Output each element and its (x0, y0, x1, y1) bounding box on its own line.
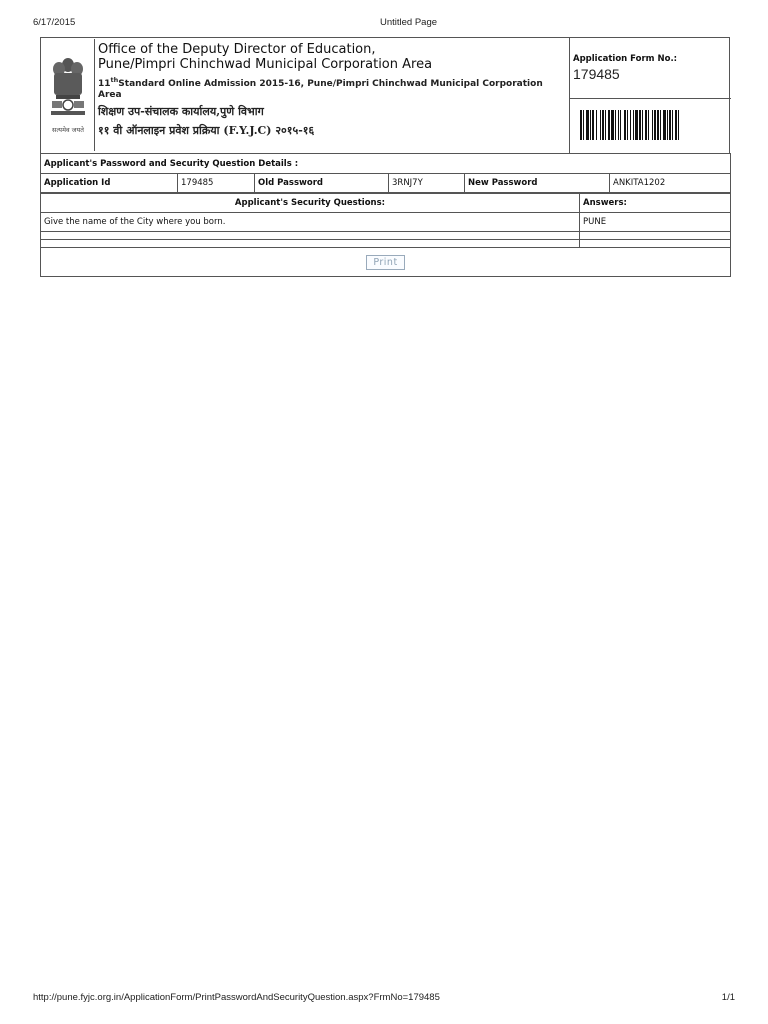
application-id-value: 179485 (178, 174, 255, 193)
empty-cell (41, 232, 580, 240)
section-title: Applicant's Password and Security Question Details : (41, 154, 731, 174)
barcode-bar (678, 110, 679, 140)
form-number-cell (570, 38, 731, 99)
page-count: 1/1 (721, 992, 735, 1003)
application-document (40, 37, 730, 277)
barcode-bar (605, 110, 606, 140)
barcode-bar (583, 110, 584, 140)
security-questions-table (40, 193, 731, 277)
barcode-bar (630, 110, 631, 140)
form-number-label: Application Form No.: (573, 54, 678, 64)
barcode-bar (590, 110, 591, 140)
application-id-label: Application Id (41, 174, 178, 193)
barcode-bar (654, 110, 656, 140)
barcode-bar (627, 110, 628, 140)
empty-cell (41, 240, 580, 248)
barcode-bar (642, 110, 643, 140)
barcode-bar (633, 110, 634, 140)
empty-cell (580, 240, 731, 248)
print-cell (41, 248, 731, 277)
barcode-bar (667, 110, 668, 140)
security-question: Give the name of the City where you born. (41, 213, 580, 232)
answers-header: Answers: (580, 194, 731, 213)
barcode-bar (615, 110, 616, 140)
page-url: http://pune.fyjc.org.in/ApplicationForm/PrintPasswordAndSecurityQuestion.aspx?FrmNo=179485 (33, 992, 440, 1003)
barcode-bar (669, 110, 671, 140)
barcode-icon (580, 110, 718, 140)
barcode-bar (663, 110, 666, 140)
barcode-bar (648, 110, 649, 140)
barcode-bar (635, 110, 638, 140)
barcode-bar (596, 110, 597, 140)
barcode-bar (592, 110, 594, 140)
print-date: 6/17/2015 (33, 17, 76, 28)
barcode-bar (657, 110, 659, 140)
print-button[interactable]: Print (366, 255, 404, 270)
barcode-bar (600, 110, 601, 140)
barcode-bar (580, 110, 582, 140)
table-row (41, 213, 731, 232)
standard-ordinal: th (110, 76, 119, 84)
office-title-line1: Office of the Deputy Director of Education, (98, 42, 376, 57)
barcode-bar (618, 110, 619, 140)
ashoka-emblem-icon (47, 55, 89, 123)
old-password-value: 3RNJ7Y (389, 174, 465, 193)
security-answer: PUNE (580, 213, 731, 232)
empty-cell (580, 232, 731, 240)
office-title-block (98, 42, 568, 139)
barcode-bar (639, 110, 641, 140)
old-password-label: Old Password (255, 174, 389, 193)
form-number-value: 179485 (573, 66, 620, 82)
standard-text: Standard Online Admission 2015-16, Pune/Pimpri Chinchwad Municipal Corporation Area (98, 79, 543, 100)
barcode-bar (586, 110, 589, 140)
standard-number: 11 (98, 79, 111, 89)
new-password-value: ANKITA1202 (610, 174, 731, 193)
browser-print-footer (0, 992, 768, 1006)
barcode-bar (660, 110, 661, 140)
barcode-bar (675, 110, 677, 140)
barcode-bar (611, 110, 614, 140)
questions-header: Applicant's Security Questions: (41, 194, 580, 213)
password-details-table (40, 153, 731, 193)
barcode-bar (602, 110, 604, 140)
state-emblem (42, 39, 95, 151)
empty-row (41, 240, 731, 248)
office-title-line2: Pune/Pimpri Chinchwad Municipal Corporation Area (98, 57, 433, 72)
empty-row (41, 232, 731, 240)
barcode-bar (624, 110, 626, 140)
new-password-label: New Password (465, 174, 610, 193)
admission-subtitle (98, 75, 568, 101)
marathi-office-title: शिक्षण उप-संचालक कार्यालय,पुणे विभाग (98, 105, 264, 118)
barcode-bar (620, 110, 621, 140)
print-page-title: Untitled Page (379, 17, 438, 28)
document-header (40, 37, 730, 153)
browser-print-header (0, 17, 768, 31)
emblem-motto: सत्यमेव जयते (52, 126, 84, 134)
marathi-admission-title: ११ वी ऑनलाइन प्रवेश प्रक्रिया (F.Y.J.C) २०१५-१६ (98, 124, 315, 137)
barcode-bar (645, 110, 647, 140)
barcode-bar (672, 110, 673, 140)
barcode-bar (608, 110, 610, 140)
barcode-bar (652, 110, 653, 140)
application-form-number-box (569, 38, 731, 153)
